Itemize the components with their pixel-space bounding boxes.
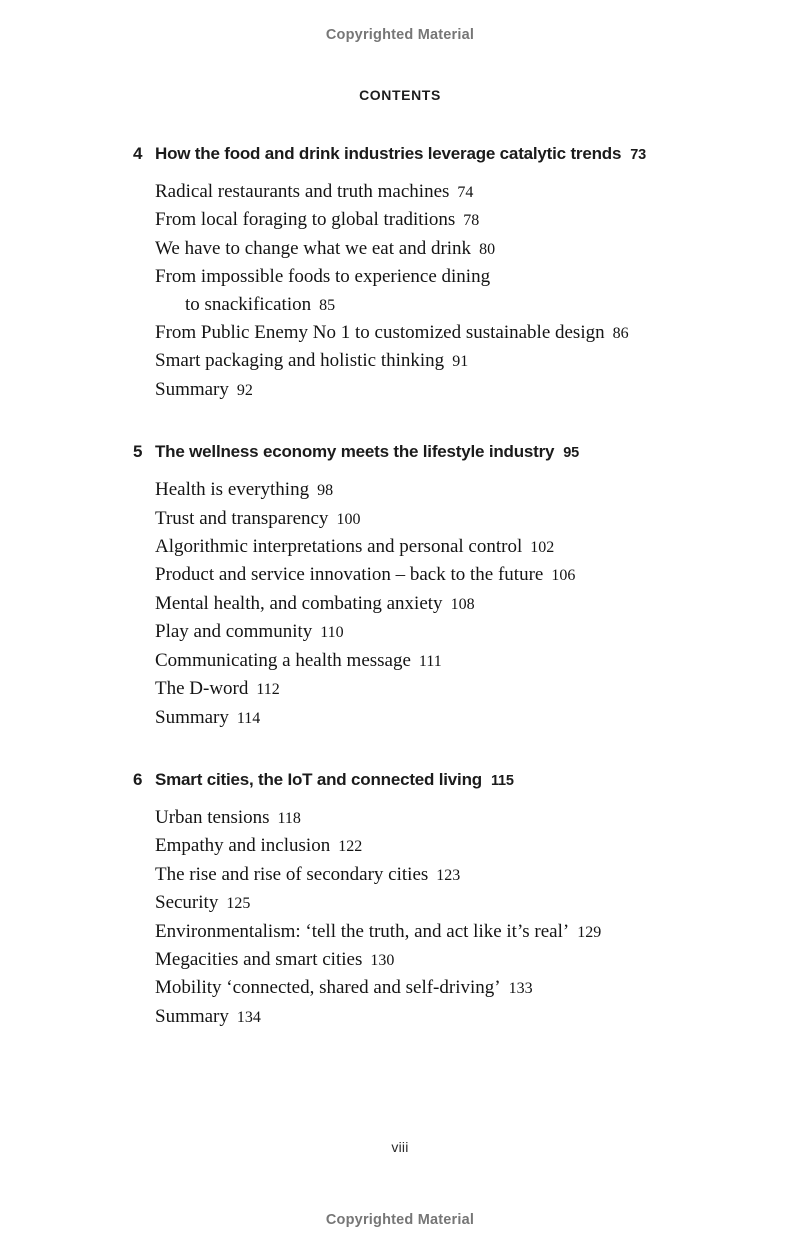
chapter-title: Smart cities, the IoT and connected living xyxy=(155,769,482,789)
chapter-title: The wellness economy meets the lifestyle industry xyxy=(155,442,555,462)
entry-page-number: 111 xyxy=(418,652,442,670)
entry-label: From impossible foods to experience dining xyxy=(155,266,491,288)
entry-page-number: 98 xyxy=(317,482,334,500)
entry-page-number: 134 xyxy=(236,1008,261,1026)
entry-label: Health is everything 98 xyxy=(155,479,334,501)
entry-label: Smart packaging and holistic thinking 91 xyxy=(155,350,469,372)
table-of-contents xyxy=(133,141,693,1031)
toc-entry xyxy=(155,889,693,917)
entry-label: Product and service innovation – back to the future 106 xyxy=(155,564,576,586)
toc-entry xyxy=(155,561,693,589)
entry-page-number: 74 xyxy=(457,184,474,201)
entry-page-number: 91 xyxy=(452,353,469,371)
toc-entry xyxy=(155,476,693,504)
toc-entry xyxy=(155,675,693,703)
entry-page-number: 110 xyxy=(320,624,344,642)
entry-label: Summary 92 xyxy=(155,378,253,400)
folio-page-number: viii xyxy=(391,1139,409,1155)
chapter-heading xyxy=(133,767,693,794)
toc-entry xyxy=(155,206,693,234)
toc-entry xyxy=(155,974,693,1002)
entry-page-number: 102 xyxy=(530,539,555,557)
entry-label: Summary 134 xyxy=(155,1005,261,1027)
entry-page-number: 118 xyxy=(277,809,301,827)
entry-label: Radical restaurants and truth machines 74 xyxy=(155,181,474,202)
toc-entry xyxy=(155,618,693,646)
toc-entry xyxy=(155,804,693,832)
toc-entry xyxy=(155,376,693,404)
toc-entry xyxy=(155,505,693,533)
page-title: CONTENTS xyxy=(359,87,441,103)
entry-page-number: 112 xyxy=(256,681,280,699)
entry-label: Empathy and inclusion 122 xyxy=(155,835,363,857)
entry-page-number: 114 xyxy=(236,709,261,727)
entry-page-number: 122 xyxy=(338,838,363,856)
entry-label: From Public Enemy No 1 to customized sustainable design 86 xyxy=(155,322,629,344)
entry-page-number: 129 xyxy=(577,923,602,941)
entry-page-number: 92 xyxy=(236,381,253,399)
copyright-notice-bottom: Copyrighted Material xyxy=(325,1212,475,1228)
toc-entry xyxy=(155,347,693,375)
entry-page-number: 125 xyxy=(226,895,251,913)
entry-label: Environmentalism: ‘tell the truth, and act like it’s real’ 129 xyxy=(155,920,602,942)
entry-page-number: 123 xyxy=(436,866,461,884)
chapter-page-number: 115 xyxy=(490,772,514,789)
toc-chapter xyxy=(133,141,693,404)
toc-entry xyxy=(155,178,693,206)
toc-entry xyxy=(155,918,693,946)
chapter-number: 5 xyxy=(133,442,143,462)
entry-label-continuation: to snackification 85 xyxy=(185,293,336,315)
entry-label: Security 125 xyxy=(155,892,251,914)
chapter-heading xyxy=(133,141,693,168)
chapter-number: 4 xyxy=(133,144,143,163)
toc-chapter xyxy=(133,767,693,1031)
chapter-entry-list xyxy=(133,804,693,1031)
entry-label: Play and community 110 xyxy=(155,621,344,643)
chapter-page-number: 73 xyxy=(630,147,646,163)
entry-label: Summary 114 xyxy=(155,706,261,728)
toc-entry xyxy=(155,533,693,561)
entry-label: Urban tensions 118 xyxy=(155,806,301,828)
entry-label: The rise and rise of secondary cities 123 xyxy=(155,863,461,885)
entry-page-number: 100 xyxy=(336,510,361,528)
entry-page-number: 106 xyxy=(551,567,576,585)
entry-page-number: 86 xyxy=(612,325,629,343)
entry-label: We have to change what we eat and drink 80 xyxy=(155,237,496,259)
toc-entry xyxy=(155,1003,693,1031)
toc-entry xyxy=(155,647,693,675)
toc-entry xyxy=(155,861,693,889)
entry-page-number: 78 xyxy=(463,212,480,230)
chapter-entry-list xyxy=(133,476,693,732)
toc-entry xyxy=(155,946,693,974)
entry-page-number: 108 xyxy=(450,595,475,613)
chapter-page-number: 95 xyxy=(563,445,580,462)
entry-page-number: 133 xyxy=(508,980,533,998)
entry-label: The D-word 112 xyxy=(155,678,280,700)
entry-label: Communicating a health message 111 xyxy=(155,649,442,671)
entry-label: Mobility ‘connected, shared and self-driving’ 133 xyxy=(155,977,533,999)
toc-entry xyxy=(155,235,693,263)
chapter-number: 6 xyxy=(133,769,143,789)
toc-entry xyxy=(155,263,693,319)
chapter-heading xyxy=(133,439,693,466)
toc-entry xyxy=(155,832,693,860)
toc-chapter xyxy=(133,439,693,732)
chapter-entry-list xyxy=(133,178,693,404)
entry-label: Megacities and smart cities 130 xyxy=(155,948,395,970)
entry-page-number: 85 xyxy=(319,296,336,314)
entry-page-number: 130 xyxy=(370,951,395,969)
entry-page-number: 80 xyxy=(479,240,496,258)
toc-entry xyxy=(155,590,693,618)
entry-label: From local foraging to global traditions 78 xyxy=(155,209,480,231)
copyright-notice-top: Copyrighted Material xyxy=(325,27,475,43)
entry-label: Algorithmic interpretations and personal control 102 xyxy=(155,536,555,558)
chapter-title: How the food and drink industries leverage catalytic trends xyxy=(155,144,622,163)
entry-label: Trust and transparency 100 xyxy=(155,507,361,529)
toc-entry xyxy=(155,319,693,347)
toc-entry xyxy=(155,704,693,732)
entry-label: Mental health, and combating anxiety 108 xyxy=(155,592,475,614)
